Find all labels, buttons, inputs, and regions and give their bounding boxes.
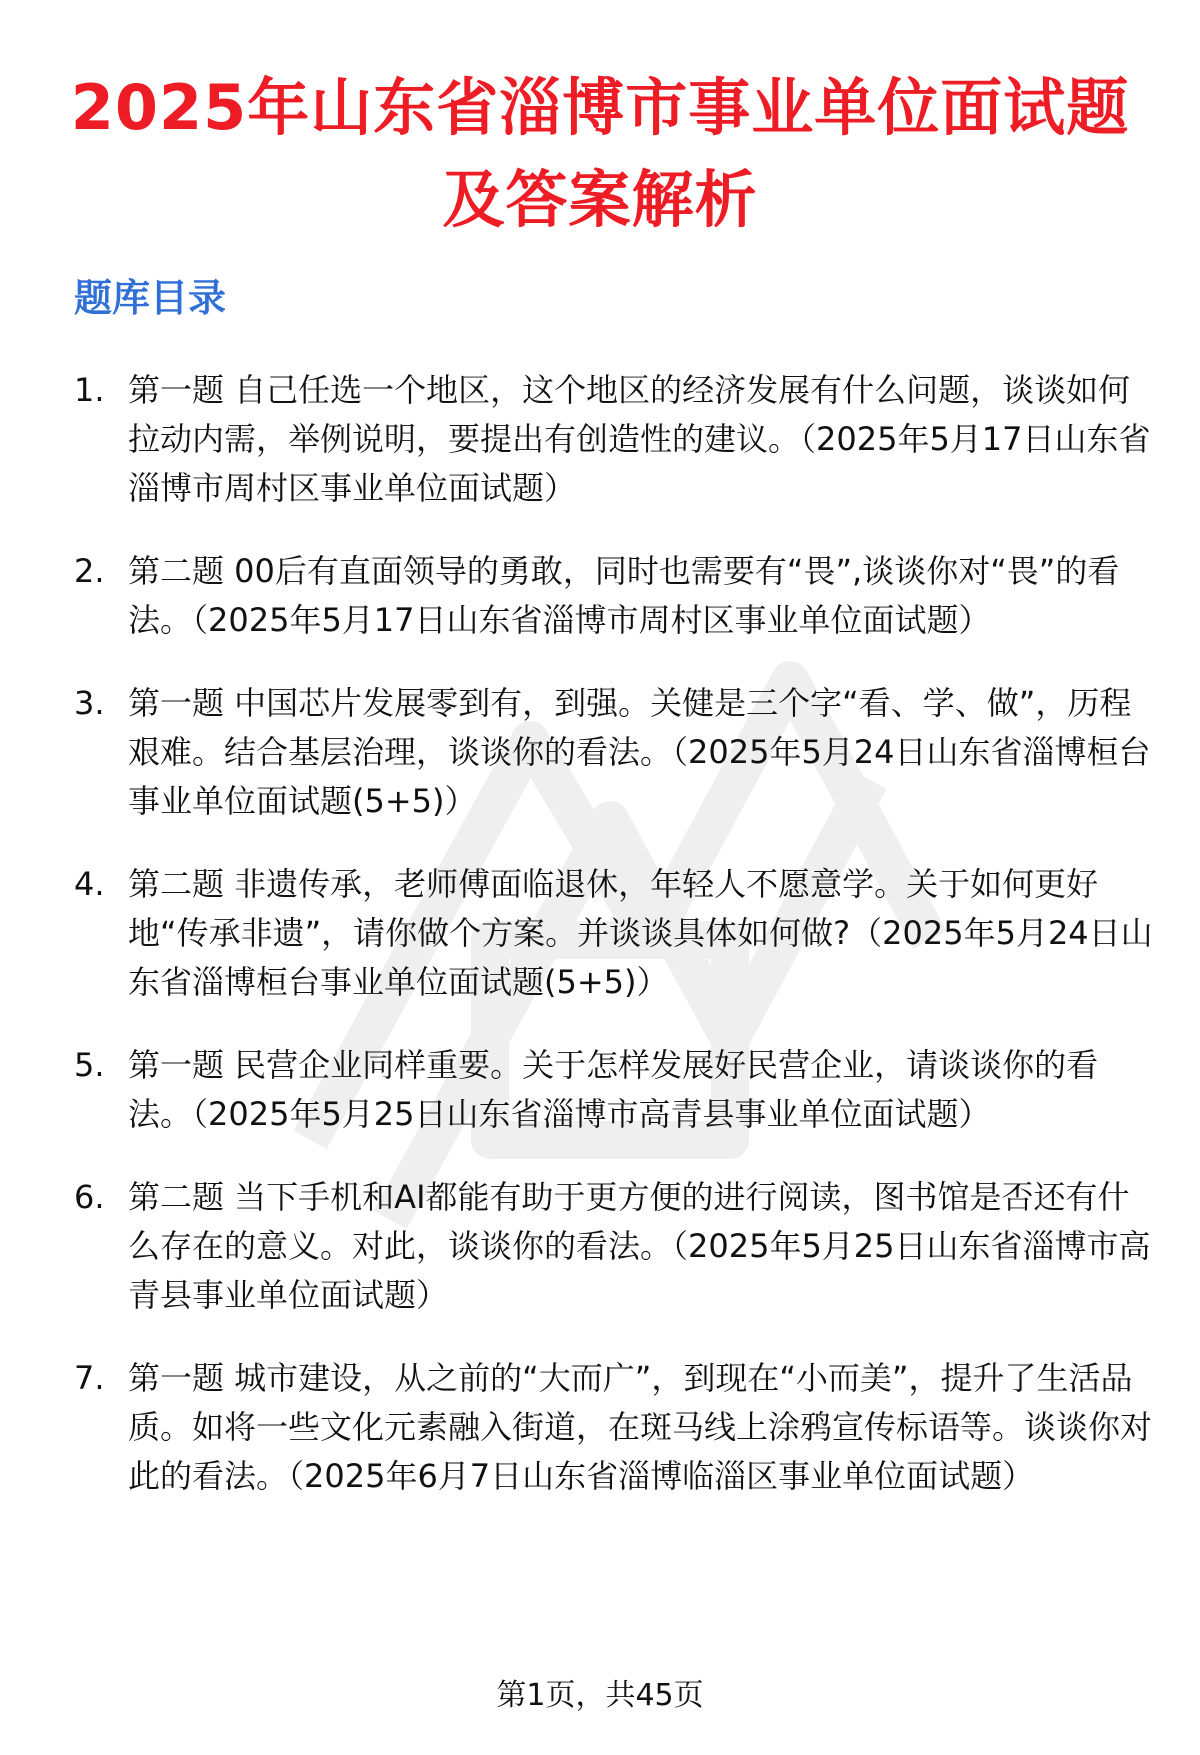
question-text: 第一题 城市建设，从之前的“大而广”，到现在“小而美”，提升了生活品质。如将一些文化元素融入街道，在斑马线上涂鸦宣传标语等。谈谈你对此的看法。（2025年6月7日山东省淄博临淄区事业单位面试题） [128,1359,1153,1495]
question-text: 第一题 民营企业同样重要。关于怎样发展好民营企业，请谈谈你的看法。（2025年5月25日山东省淄博市高青县事业单位面试题） [128,1046,1099,1133]
question-item [74,366,1154,513]
question-text: 第一题 自己任选一个地区，这个地区的经济发展有什么问题，谈谈如何拉动内需，举例说明，要提出有创造性的建议。（2025年5月17日山东省淄博市周村区事业单位面试题） [128,371,1151,507]
question-item [74,1354,1154,1501]
question-text: 第一题 中国芯片发展零到有，到强。关健是三个字“看、学、做”，历程艰难。结合基层治理，谈谈你的看法。（2025年5月24日山东省淄博桓台事业单位面试题(5+5)） [128,684,1151,820]
document-title: 2025年山东省淄博市事业单位面试题及答案解析 [70,71,1130,236]
question-text: 第二题 非遗传承，老师傅面临退休，年轻人不愿意学。关于如何更好地“传承非遗”，请你做个方案。并谈谈具体如何做?（2025年5月24日山东省淄博桓台事业单位面试题(5+5)） [128,865,1153,1001]
question-number: 7. [74,1359,105,1397]
question-number: 4. [74,865,105,903]
question-item [74,860,1154,1007]
question-number: 1. [74,371,105,409]
question-number: 6. [74,1178,105,1216]
question-item [74,679,1154,826]
question-item [74,1173,1154,1320]
question-number: 2. [74,552,105,590]
question-item [74,1041,1154,1139]
question-list [74,366,1154,1535]
question-number: 3. [74,684,105,722]
toc-heading: 题库目录 [74,276,227,320]
question-item [74,547,1154,645]
page-indicator: 第1页，共45页 [496,1678,704,1713]
question-number: 5. [74,1046,105,1084]
question-text: 第二题 当下手机和AI都能有助于更方便的进行阅读，图书馆是否还有什么存在的意义。对此，谈谈你的看法。（2025年5月25日山东省淄博市高青县事业单位面试题） [128,1178,1151,1314]
question-text: 第二题 00后有直面领导的勇敢，同时也需要有“畏”,谈谈你对“畏”的看法。（2025年5月17日山东省淄博市周村区事业单位面试题） [128,552,1120,639]
